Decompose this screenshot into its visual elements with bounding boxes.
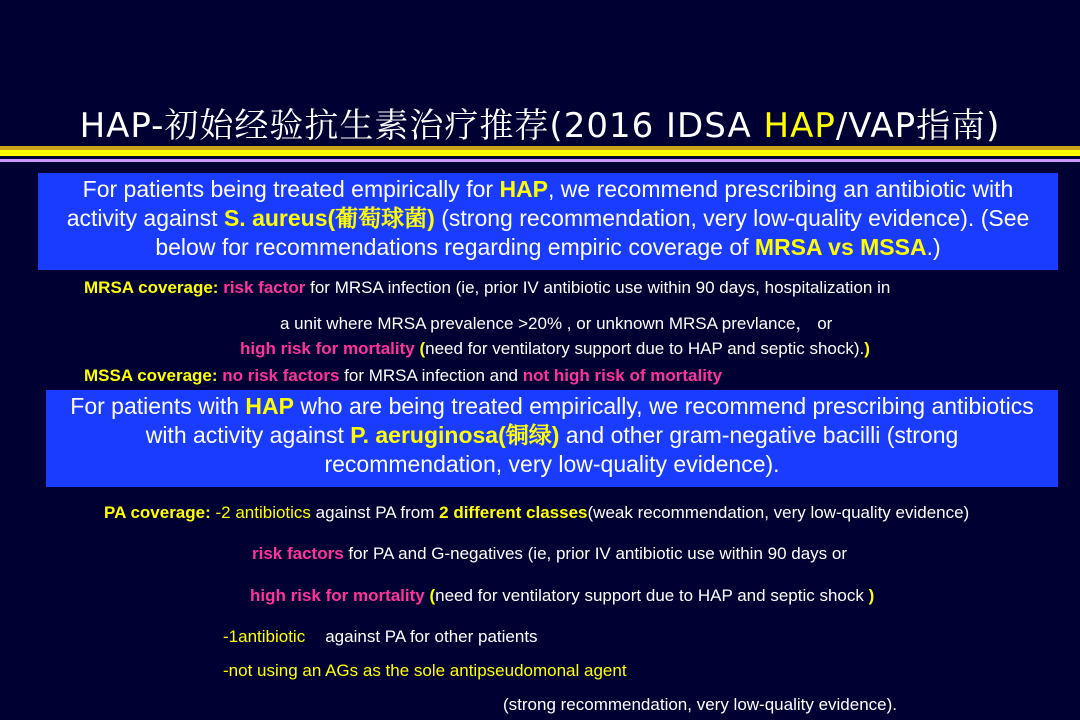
title-hap: HAP	[763, 106, 836, 146]
pa-coverage-line-3	[250, 586, 874, 606]
mssa-text: for MRSA infection and	[339, 366, 523, 385]
recommendation-box-p-aeruginosa	[46, 390, 1058, 487]
mssa-label: MSSA coverage:	[84, 366, 218, 385]
box2-text-1: For patients with	[70, 393, 246, 419]
pa-two-antibiotics: -2 antibiotics	[210, 503, 311, 522]
pa-final: (strong recommendation, very low-quality evidence).	[503, 695, 898, 714]
recommendation-box-s-aureus	[38, 173, 1058, 270]
mrsa-paren-close: )	[864, 339, 870, 358]
pa-text-4: need for ventilatory support due to HAP and septic shock	[435, 586, 869, 605]
pa-coverage-line-6	[503, 695, 897, 715]
box1-text-2: , we recommend prescribing an antibiotic with activity against	[66, 176, 1014, 231]
title-rule-lilac	[0, 159, 1080, 162]
mssa-no-risk: no risk factors	[222, 366, 340, 385]
box1-text-4: .)	[926, 234, 941, 260]
mrsa-high-risk: high risk for mortality	[240, 339, 415, 358]
pa-text-3: for PA and G-negatives (ie, prior IV antibiotic use within 90 days or	[343, 544, 847, 563]
box2-text-3: and other gram-negative bacilli (strong recommendation, very low-quality evidence).	[324, 422, 959, 477]
pa-text-2: (weak recommendation, very low-quality evidence)	[587, 503, 970, 522]
pa-high-risk: high risk for mortality	[250, 586, 425, 605]
box2-text-2: who are being treated empirically, we recommend prescribing antibiotics with activity against	[145, 393, 1034, 448]
box1-text-3: (strong recommendation, very low-quality evidence). (See below for recommendations regarding empiric coverage of	[155, 205, 1030, 260]
mrsa-text-1: for MRSA infection (ie, prior IV antibiotic use within 90 days, hospitalization in	[305, 278, 891, 297]
mrsa-paren-open: (	[414, 339, 426, 358]
mrsa-text-2: a unit where MRSA prevalence >20% , or unknown MRSA prevlance， or	[280, 314, 833, 333]
title-suffix: /VAP指南)	[835, 106, 1001, 146]
box1-mrsa-mssa: MRSA vs MSSA	[754, 234, 927, 260]
mrsa-risk-factor: risk factor	[223, 278, 306, 297]
pa-text-1: against PA from	[310, 503, 440, 522]
box2-hap: HAP	[245, 393, 294, 419]
pa-coverage-line-4	[223, 627, 538, 647]
box2-organism: P. aeruginosa(铜绿)	[350, 422, 560, 448]
pa-risk-factors: risk factors	[252, 544, 344, 563]
mrsa-coverage-line-2	[280, 309, 832, 334]
mrsa-text-3: need for ventilatory support due to HAP and septic shock).	[425, 339, 865, 358]
pa-one-antibiotic: -1antibiotic	[223, 627, 306, 646]
mrsa-coverage-line-3	[240, 339, 870, 359]
box1-hap: HAP	[499, 176, 548, 202]
pa-paren-close: )	[868, 586, 875, 605]
mssa-coverage-line	[84, 366, 722, 386]
pa-label: PA coverage:	[104, 503, 211, 522]
pa-coverage-line-2	[252, 544, 847, 564]
slide-title	[0, 98, 1080, 147]
mrsa-coverage-line-1	[84, 278, 890, 298]
pa-text-5: against PA for other patients	[325, 627, 538, 646]
title-prefix: HAP-初始经验抗生素治疗推荐(2016 IDSA	[79, 106, 764, 146]
pa-not-ag: -not using an AGs as the sole antipseudomonal agent	[223, 661, 627, 680]
pa-paren-open: (	[424, 586, 436, 605]
pa-coverage-line-5	[223, 661, 627, 681]
pa-two-classes: 2 different classes	[439, 503, 588, 522]
box1-organism: S. aureus(葡萄球菌)	[223, 205, 435, 231]
title-rule-yellow	[0, 150, 1080, 156]
box1-text-1: For patients being treated empirically for	[82, 176, 500, 202]
pa-coverage-line-1	[104, 503, 969, 523]
mssa-not-high-risk: not high risk of mortality	[522, 366, 723, 385]
mrsa-label: MRSA coverage:	[84, 278, 219, 297]
